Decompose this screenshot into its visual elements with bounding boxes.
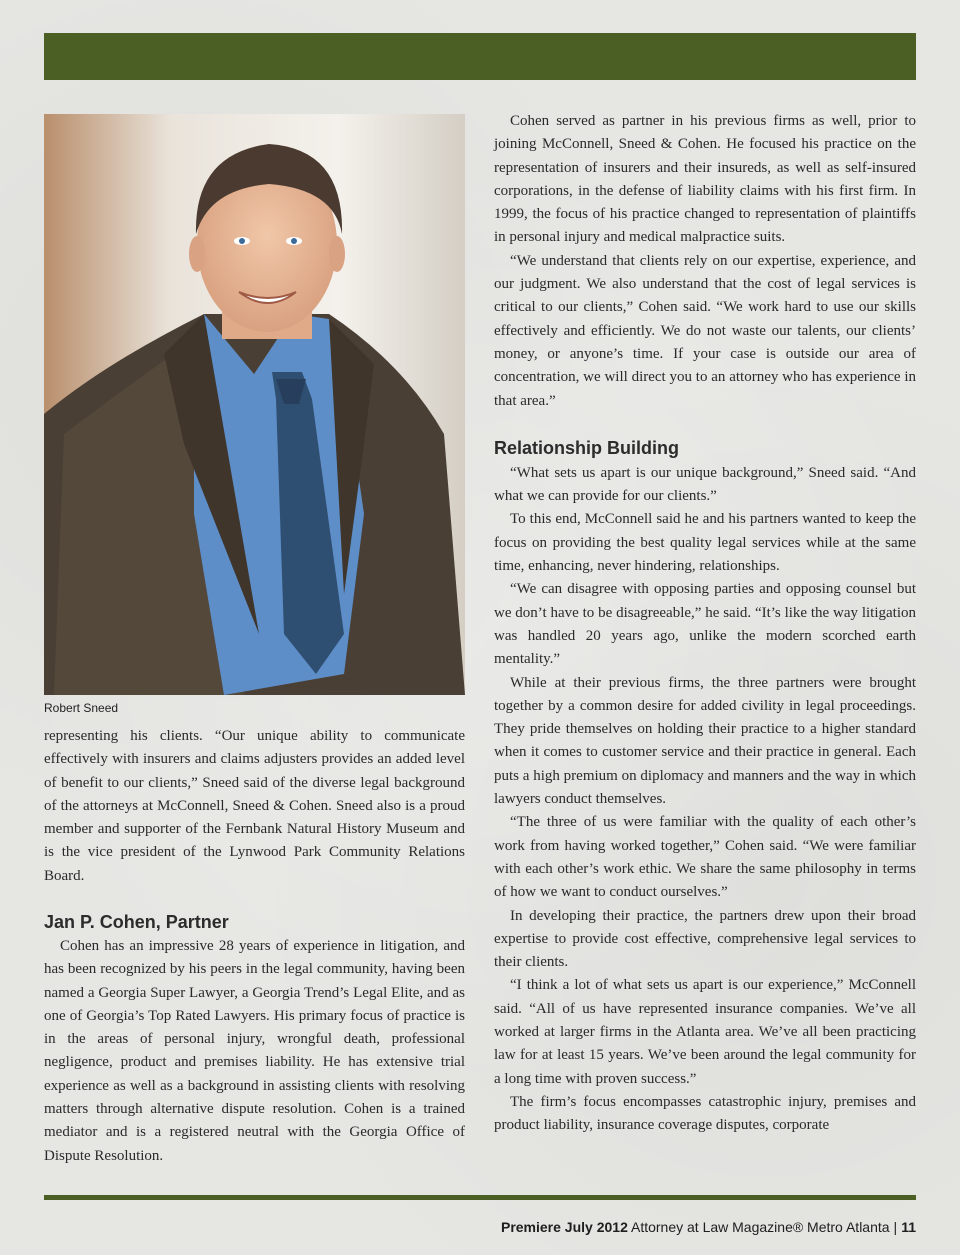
right-paragraph: “The three of us were familiar with the quality of each other’s work from having worked together,” Cohen said. “We were familiar with each other’s work ethic. We share the same philosophy in terms of how we want to conduct ourselves.”: [494, 814, 916, 901]
footer-magazine: Attorney at Law Magazine® Metro Atlanta: [630, 1219, 890, 1235]
left-column-cohen: [44, 935, 465, 1168]
right-paragraph: To this end, McConnell said he and his partners wanted to keep the focus on providing the best quality legal services while at the same time, enhancing, never hindering, relationships.: [494, 511, 916, 575]
right-paragraph: In developing their practice, the partners drew upon their broad expertise to provide cost effective, comprehensive legal services to their clients.: [494, 907, 916, 971]
portrait-photo: [44, 114, 465, 695]
footer-issue: Premiere July 2012: [500, 1219, 628, 1235]
continuation-paragraph: representing his clients. “Our unique ability to communicate effectively with insurers and claims adjusters provides an added level of benefit to our clients,” Sneed said of the diverse legal background of the attorneys at McConnell, Sneed & Cohen. Sneed also is a proud member and supporter of the Fernbank Natural History Museum and is the vice president of the Lynwood Park Community Relations Board.: [44, 728, 465, 884]
relationship-heading: Relationship Building: [494, 437, 679, 458]
header-band: [44, 33, 916, 80]
cohen-heading: Jan P. Cohen, Partner: [44, 912, 229, 932]
right-paragraph: While at their previous firms, the three partners were brought together by a common desire for added civility in legal proceedings. They pride themselves on holding their practice to a higher standard when it comes to customer service and their practice in general. Each puts a high premium on diplomacy and manners and the way in which lawyers conduct themselves.: [494, 674, 916, 808]
right-paragraph: Cohen served as partner in his previous firms as well, prior to joining McConnell, Sneed & Cohen. He focused his practice on the representation of insurers and their insureds, as well as self-insured corporations, in the defense of liability claims with his first firm. In 1999, the focus of his practice changed to representation of plaintiffs in personal injury and medical malpractice suits.: [494, 113, 916, 246]
page-number: 11: [901, 1219, 916, 1235]
footer-separator: |: [893, 1219, 898, 1235]
left-column-continuation: [44, 725, 465, 888]
page-footer: [501, 1219, 916, 1235]
right-paragraph: “What sets us apart is our unique background,” Sneed said. “And what we can provide for our clients.”: [494, 464, 916, 505]
right-paragraph: “We understand that clients rely on our expertise, experience, and our judgment. We also understand that the cost of legal services is critical to our clients,” Cohen said. “We work hard to use our skills effectively and efficiently. We do not waste our talents, our clients’ money, or anyone’s time. If your case is outside our area of concentration, we will direct you to an attorney who has experience in that area.”: [494, 252, 916, 409]
portrait-illustration: [44, 114, 465, 695]
right-paragraph: The firm’s focus encompasses catastrophic injury, premises and product liability, insurance coverage disputes, corporate: [494, 1093, 916, 1134]
right-paragraph: “I think a lot of what sets us apart is our experience,” McConnell said. “All of us have represented insurance companies. We’ve all worked at larger firms in the Atlanta area. We’ve all been practicing law for at least 15 years. We’ve been around the legal community for a long time with proven success.”: [494, 977, 916, 1087]
cohen-paragraph: Cohen has an impressive 28 years of experience in litigation, and has been recognized by his peers in the legal community, having been named a Georgia Super Lawyer, a Georgia Trend’s Legal Elite, and as one of Georgia’s Top Rated Lawyers. His primary focus of practice is in the areas of personal injury, wrongful death, professional negligence, product and premises liability. He has extensive trial experience as well as a background in assisting clients with resolving matters through alternative dispute resolution. Cohen is a trained mediator and is a registered neutral with the Georgia Office of Dispute Resolution.: [44, 938, 465, 1164]
photo-caption: Robert Sneed: [44, 701, 119, 715]
footer-rule: [44, 1195, 916, 1200]
right-paragraph: “We can disagree with opposing parties and opposing counsel but we don’t have to be disagreeable,” he said. “It’s like the way litigation was handled 20 years ago, unlike the modern scorched earth mentality.”: [494, 581, 916, 668]
right-column: [494, 110, 916, 1137]
